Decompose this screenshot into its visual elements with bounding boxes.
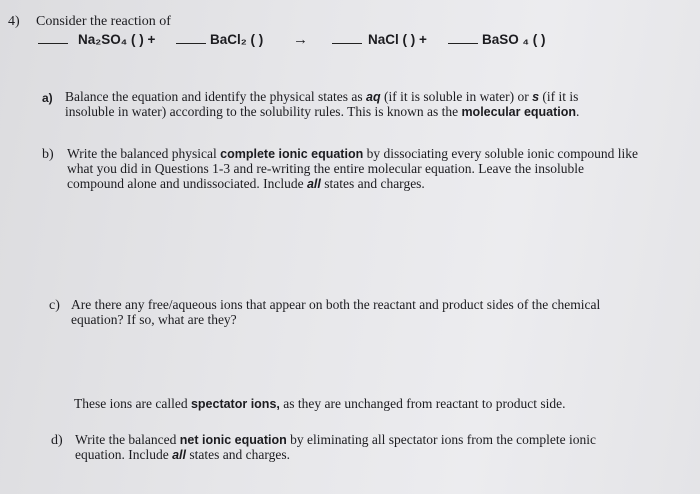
part-d-text: equation. Include bbox=[75, 447, 169, 462]
coefficient-blank-2[interactable] bbox=[176, 33, 206, 44]
part-d-text: Write the balanced bbox=[75, 432, 177, 447]
part-d-letter: d) bbox=[51, 433, 63, 448]
coefficient-blank-3[interactable] bbox=[332, 33, 362, 44]
part-c-line-1: Are there any free/aqueous ions that appear on both the reactant and product sides of the chemical bbox=[71, 297, 601, 312]
spectator-ions-note bbox=[74, 396, 566, 412]
coefficient-blank-1[interactable] bbox=[38, 33, 68, 44]
reactant-na2so4: Na₂SO₄ ( ) + bbox=[78, 32, 156, 47]
note-text: as they are unchanged from reactant to product side. bbox=[283, 396, 566, 411]
reaction-equation bbox=[38, 32, 678, 52]
part-d-line-1 bbox=[75, 432, 596, 448]
reaction-arrow: → bbox=[293, 31, 308, 48]
part-a-text: (if it is soluble in water) or bbox=[384, 89, 529, 104]
part-b-text: compound alone and undissociated. Include bbox=[67, 176, 304, 191]
part-a-line-2 bbox=[65, 104, 579, 120]
part-c-line-2: equation? If so, what are they? bbox=[71, 312, 237, 327]
part-b-line-2: what you did in Questions 1-3 and re-writing the entire molecular equation. Leave the insoluble bbox=[67, 161, 584, 176]
complete-ionic-equation-term: complete ionic equation bbox=[220, 147, 364, 161]
question-number: 4) bbox=[8, 14, 20, 29]
part-a-text: insoluble in water) according to the solubility rules. This is known as the bbox=[65, 104, 459, 119]
part-b-line-1 bbox=[67, 146, 638, 162]
all-term: all bbox=[306, 177, 321, 191]
part-a-text: Balance the equation and identify the physical states as bbox=[65, 89, 363, 104]
molecular-equation-term: molecular equation bbox=[461, 105, 577, 119]
net-ionic-equation-term: net ionic equation bbox=[179, 433, 287, 447]
product-nacl: NaCl ( ) + bbox=[368, 32, 427, 47]
part-d-line-2 bbox=[75, 447, 290, 463]
part-a-letter: a) bbox=[42, 91, 53, 105]
s-term: s bbox=[532, 90, 540, 104]
part-a-text: (if it is bbox=[542, 89, 579, 104]
note-text: These ions are called bbox=[74, 396, 188, 411]
part-b-letter: b) bbox=[42, 147, 54, 162]
spectator-ions-term: spectator ions, bbox=[190, 397, 280, 411]
reactant-bacl2: BaCl₂ ( ) bbox=[210, 32, 264, 47]
part-c-letter: c) bbox=[49, 298, 60, 313]
aq-term: aq bbox=[366, 90, 381, 104]
question-prompt: Consider the reaction of bbox=[36, 14, 171, 29]
part-a-line-1 bbox=[65, 89, 578, 105]
all-term: all bbox=[172, 448, 186, 462]
part-a-text: . bbox=[576, 104, 580, 119]
coefficient-blank-4[interactable] bbox=[448, 33, 478, 44]
part-b-text: by dissociating every soluble ionic compound like bbox=[366, 146, 639, 161]
product-baso4: BaSO ₄ ( ) bbox=[482, 32, 546, 47]
part-b-text: states and charges. bbox=[324, 176, 425, 191]
part-b-text: Write the balanced physical bbox=[67, 146, 217, 161]
part-d-text: by eliminating all spectator ions from the complete ionic bbox=[290, 432, 597, 447]
part-d-text: states and charges. bbox=[189, 447, 290, 462]
part-b-line-3 bbox=[67, 176, 425, 192]
